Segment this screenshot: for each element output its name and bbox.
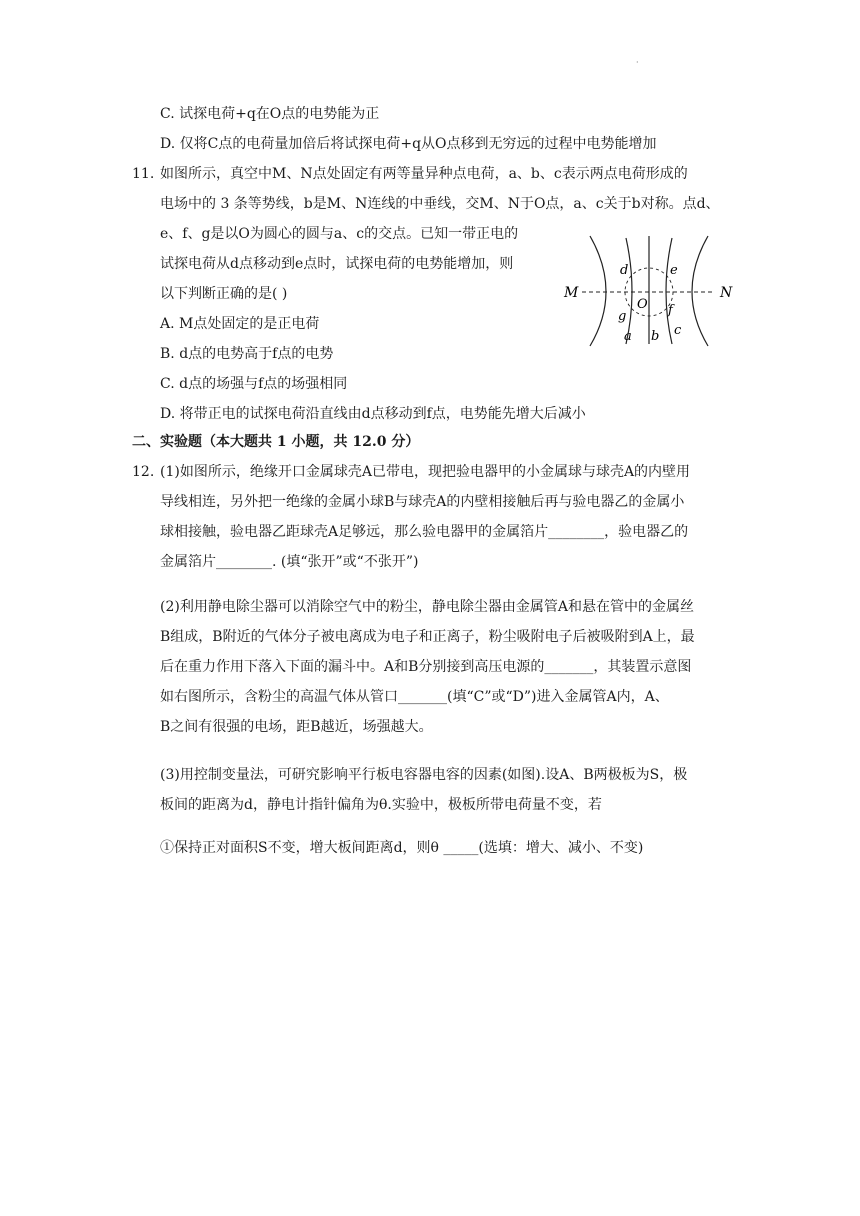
- q11-stem-line-5: 以下判断正确的是( ): [160, 286, 288, 302]
- label-M: M: [564, 285, 579, 301]
- q12-part1-line-2: 导线相连，另外把一绝缘的金属小球B与球壳A的内壁相接触后再与验电器乙的金属小: [160, 494, 685, 510]
- q11-option-d: D. 将带正电的试探电荷沿直线由d点移动到f点，电势能先增大后减小: [160, 406, 586, 422]
- label-g: g: [618, 309, 627, 324]
- section-heading: 二、实验题（本大题共 1 小题，共 12.0 分）: [132, 434, 420, 450]
- q12-part2-line-1: (2)利用静电除尘器可以消除空气中的粉尘，静电除尘器由金属管A和悬在管中的金属丝: [160, 599, 694, 615]
- q12-part2-line-3: 后在重力作用下落入下面的漏斗中。A和B分别接到高压电源的_______，其装置示意图: [160, 659, 692, 675]
- label-N: N: [720, 285, 733, 301]
- q11-number: 11.: [132, 166, 155, 182]
- q11-stem-line-1: 如图所示，真空中M、N点处固定有两等量异种点电荷，a、b、c表示两点电荷形成的: [160, 166, 688, 182]
- q11-option-a: A. M点处固定的是正电荷: [160, 316, 320, 332]
- q12-part2-line-2: B组成，B附近的气体分子被电离成为电子和正离子，粉尘吸附电子后被吸附到A上，最: [160, 629, 695, 645]
- label-b: b: [651, 329, 660, 344]
- q11-stem-line-2: 电场中的 3 条等势线，b是M、N连线的中垂线，交M、N于O点，a、c关于b对称。点d、: [160, 196, 720, 212]
- label-O: O: [637, 297, 648, 312]
- q12-sub-question-1: ①保持正对面积S不变，增大板间距离d，则θ _____(选填：增大、减小、不变): [160, 840, 644, 856]
- q10-option-d: D. 仅将C点的电荷量加倍后将试探电荷+q从O点移到无穷远的过程中电势能增加: [160, 136, 657, 152]
- q12-part2-line-5: B之间有很强的电场，距B越近，场强越大。: [160, 719, 433, 735]
- q12-part3-line-1: (3)用控制变量法，可研究影响平行板电容器电容的因素(如图).设A、B两极板为S，极: [160, 767, 688, 783]
- q11-stem-line-3: e、f、g是以O为圆心的圆与a、c的交点。已知一带正电的: [160, 226, 519, 242]
- q12-part3-line-2: 板间的距离为d，静电计指针偏角为θ.实验中，极板所带电荷量不变，若: [160, 797, 602, 813]
- label-c: c: [674, 323, 682, 338]
- q11-stem-line-4: 试探电荷从d点移动到e点时，试探电荷的电势能增加，则: [160, 256, 514, 272]
- label-a: a: [624, 329, 632, 344]
- label-d: d: [620, 263, 629, 278]
- q11-option-c: C. d点的场强与f点的场强相同: [160, 376, 348, 392]
- label-e: e: [670, 263, 678, 278]
- q12-part1-line-3: 球相接触，验电器乙距球壳A足够远，那么验电器甲的金属箔片________，验电器乙的: [160, 524, 689, 540]
- header-mark: ·: [636, 58, 639, 67]
- q10-option-c: C. 试探电荷+q在O点的电势能为正: [160, 106, 380, 122]
- q12-part1-line-4: 金属箔片________. (填“张开”或“不张开”): [160, 554, 419, 570]
- q12-part1-line-1: (1)如图所示，绝缘开口金属球壳A已带电，现把验电器甲的小金属球与球壳A的内壁用: [160, 464, 691, 480]
- q12-part2-line-4: 如右图所示，含粉尘的高温气体从管口_______(填“C”或“D”)进入金属管A内，A、: [160, 689, 669, 705]
- q11-option-b: B. d点的电势高于f点的电势: [160, 346, 334, 362]
- label-f: f: [668, 303, 673, 318]
- q11-equipotential-figure: [560, 230, 738, 348]
- q12-number: 12.: [132, 464, 155, 480]
